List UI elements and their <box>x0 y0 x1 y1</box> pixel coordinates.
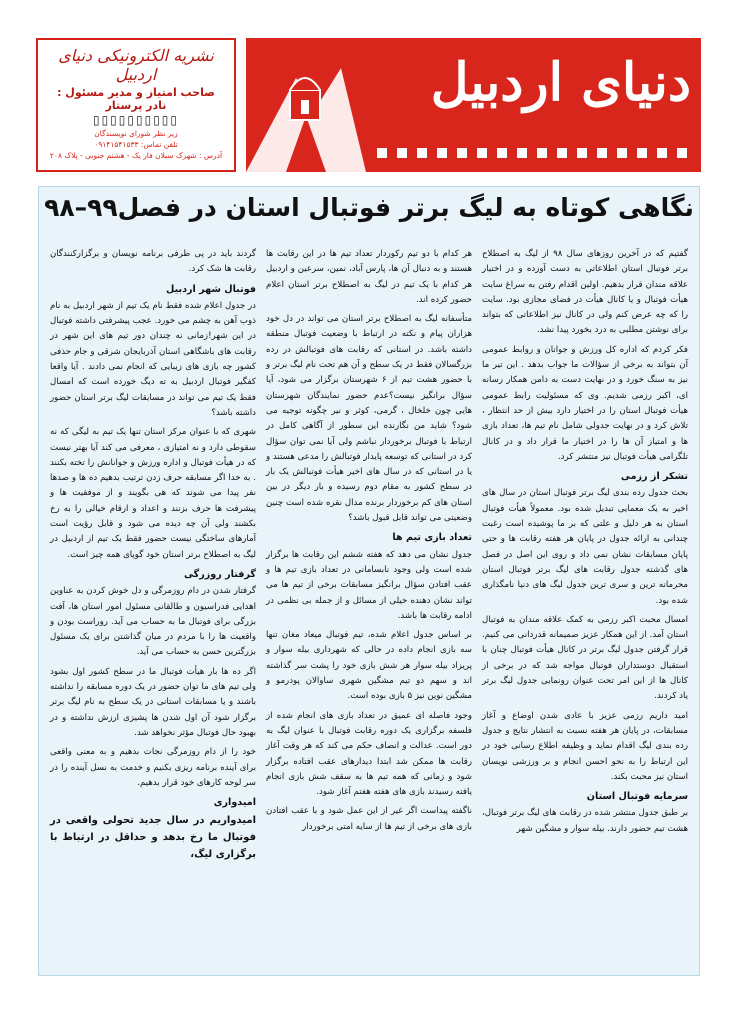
section-heading: تشکر از رزمی <box>620 471 688 483</box>
paragraph: بر طبق جدول منتشر شده در رقابت های لیگ برتر فوتبال، هشت تیم حضور دارند. بیله سوار و مشگین شهر <box>482 808 688 834</box>
paragraph: فکر کردم که اداره کل ورزش و جوانان و روابط عمومی آن بتواند به برخی از سؤالات ما جواب بدهد . این تیر ما نیز به سنگ خورد و در نهایت دست به دامن همکار رسانه ای، اکبر رزمی شدیم. وی که مسئولیت رابط عمومی هیأت فوتبال استان را در اختیار دارد بیش از حد انتظار ، تلاش کرد و در نهایت جدولی شامل نام تیم ها، تعداد بازی ها و امتیاز آن ها را در اختیار ما قرار داد و در کانال تلگرامی هیأت فوتبال نیز منتشر کرد. <box>482 344 688 462</box>
paragraph: امید داریم رزمی عزیز با عادی شدن اوضاع و آغاز مسابقات، در پایان هر هفته نسبت به انتشار نتایج و جدول رده بندی لیگ اقدام نماید و وظیفه اطلاع رسانی خود در این ارتباط را به نحو احسن انجام و بر ورزشی نویسان استان نیز محبت بکند. <box>482 710 688 782</box>
council-text: زیر نظر شورای نویسندگان <box>94 129 178 138</box>
section-heading: امیدواری <box>213 797 256 809</box>
article-column-right <box>477 247 693 967</box>
article-headline: نگاهی کوتاه به لیگ برتر فوتبال استان در فصل۹۹–۹۸ <box>44 193 694 222</box>
paragraph: امسال محبت اکبر رزمی به کمک علاقه مندان به فوتبال استان آمد. از این همکار عزیز صمیمانه قدردانی می کنیم. قرار گرفتن جدول لیگ برتر در کانال هیأت فوتبال چنان با استقبال دوستداران فوتبال مواجه شد که در برخی از کانال ها از این امر تحت عنوان رونمایی جدول لیگ برتر یاد کردند. <box>482 614 688 702</box>
paragraph: گرفتار شدن در دام روزمرگی و دل خوش کردن به عناوین اهدایی فدراسیون و طالقانی مسئول امور استان ها، آفت بزرگی برای فوتبال ما به حساب می آید. روراست بودن و واقعیت ها را با مردم در میان گذاشتن برای یک مسئول بزرگترین حسن به حساب می آید. <box>50 586 256 658</box>
owner-label: صاحب امتیاز و مدیر مسئول : <box>57 86 215 99</box>
article-panel <box>38 186 700 976</box>
paragraph: امیدواریم در سال جدید تحولی واقعی در فوتبال ما رخ بدهد و حداقل در ارتباط با برگزاری لیگ، <box>50 815 256 861</box>
placeholder-boxes: ▯▯▯▯▯▯▯▯▯▯ <box>92 113 180 127</box>
article-column-middle <box>261 247 477 967</box>
paragraph: متأسفانه لیگ به اصطلاح برتر استان می تواند در دل خود هزاران پیام و نکته در ارتباط با وضعیت فوتبال منطقه داشته باشد. در استانی که رقابت های فوتبالش در رده بزرگسالان فقط در یک سطح و آن هم تحت نام لیگ برتر و با حضور هشت تیم از ۶ شهرستان برگزار می شود، آیا سؤال برانگیز نیست؟عدم حضور نمایندگان شهرستان هایی چون خلخال ، گرمی، کوثر و نیر چگونه توجیه می شود؟ شاید من نگارنده این سطور از آگاهی کامل در ارتباط با فوتبال برخوردار نباشم ولی آیا نمی توان سؤال کرد در استانی که توسعه پایدار فوتبالش را مدعی هستند و یا در استانی که در سال های اخیر هیأت فوتبالش یک بار در سطح کشور به مقام دوم رسیده و بار دیگر در بین استان های کم برخوردار برنده مدال نقره شده است چنین وضعیتی می تواند قابل قبول باشد؟ <box>266 314 472 524</box>
paragraph: گفتیم که در آخرین روزهای سال ۹۸ از لیگ به اصطلاح برتر فوتبال استان اطلاعاتی به دست آورده و در اختیار علاقه مندان قرار بدهیم. اولین اقدام رفتن به سراغ سایت هیأت فوتبال و یا کانال هیأت در فضای مجازی بود. سایت را که چه عرض کنم ولی در کانال نیز اطلاعاتی که بتواند برای نوشتن مطلبی به درد بخورد پیدا نشد. <box>482 249 688 336</box>
address-text: آدرس : شهرک سبلان فاز یک - هشتم جنوبی - پلاک ۲۰۸ <box>49 151 223 160</box>
paragraph: جدول نشان می دهد که هفته ششم این رقابت ها برگزار شده است ولی وجود نابسامانی در تعداد بازی تیم ها و عقب افتادن سؤال برانگیز مسابقات برخی از تیم ها می تواند نشان دهنده خیلی از مسائل و از جمله بی نظمی در ادامه رقابت ها باشد. <box>266 549 472 621</box>
paragraph: شهری که با عنوان مرکز استان تنها یک تیم به لیگی که نه سقوطی دارد و نه امتیازی ، معرفی می کند آیا بهتر نیست که در هیأت فوتبال و اداره ورزش و جوانانش را تخته بکنند . به خدا اگر مسابقه حرف زدن ترتیب بدهیم ده ها و صدها نفر پیدا می شوند که هی بگویند و از موفقیت ها و پیشرفت ها حرف بزنند و اعداد و ارقام خیالی را به رخ بکشند ولی آن چه دیده می شود و قابل رؤیت است آمارهای ساختگی نیست حضور فقط یک تیم از اردبیل در لیگ به اصطلاح برتر استان خود گویای همه چیز است. <box>50 427 256 560</box>
paragraph: اگر ده ها بار هیأت فوتبال ما در سطح کشور اول بشود ولی تیم های ما توان حضور در یک دوره مسابقه را نداشته باشند و یا مسابقات استانی در یک سطح به نام لیگ برتر برگزار شود آن اول شدن ها پشیزی ارزش نداشته و در بهبود حال فوتبال مؤثر نخواهد شد. <box>50 666 256 738</box>
title-banner <box>246 38 701 172</box>
paragraph: گردند باید در پی طرفی برنامه نویسان و برگزارکنندگان رقابت ها شک کرد. <box>50 249 256 275</box>
paragraph: خود را از دام روزمرگی نجات بدهیم و به معنی واقعی برای آینده برنامه ریزی بکنیم و خدمت به نسل آینده را در سر لوحه کارهای خود قرار بدهیم. <box>50 747 256 788</box>
section-heading: سرمایه فوتبال استان <box>586 791 688 803</box>
paragraph: بر اساس جدول اعلام شده، تیم فوتبال میعاد مغان تنها سه بازی انجام داده در حالی که شهرداری بیله سوار و پریزاد بیله سوار هر شش بازی خود را پشت سر گذاشته اند و سهم دو تیم مشگین شهری ساوالان پودرمو و مشگین نوین نیز ۵ بازی بوده است. <box>266 630 472 702</box>
publication-name: نشریه الکترونیکی دنیای اردبیل <box>58 46 214 84</box>
owner-name: نادر پرستار <box>105 99 167 112</box>
article-column-left <box>45 247 261 967</box>
masthead-title: دنیای اردبیل <box>430 52 691 113</box>
section-heading: گرفتار روزرگی <box>183 568 256 580</box>
section-heading: تعداد بازی تیم ها <box>392 532 472 544</box>
paragraph: وجود فاصله ای عمیق در تعداد بازی های انجام شده از فلسفه برگزاری یک دوره رقابت فوتبال با عنوان لیگ به دور است. عدالت و انصاف حکم می کند که هر وقت آغاز رقابت ها ممکن شد ابتدا دیدارهای عقب افتاده برگزار شود و زمانی که همه تیم ها به سقف شش بازی انجام یافته رسیدند بازی های هفته هفتم آغاز شود. <box>266 710 472 798</box>
section-heading: فوتبال شهر اردبیل <box>166 283 256 295</box>
paragraph: بحث جدول رده بندی لیگ برتر فوتبال استان در سال های اخیر به یک معمایی تبدیل شده بود. معمولاً هیأت فوتبال استان به هر دلیل و علتی که بر ما پوشیده است رغبت چندانی به ارائه جدول در پایان هر هفته رقابت ها و حتی پایان مسابقات نشان نمی داد و روی این اصل در فصل های گذشته جدول رقابت های لیگ برتر فوتبال استان محرمانه ترین و سری ترین جدول لیگ های دنیا نامگذاری شده بود. <box>482 488 688 606</box>
mountain-logo-icon <box>246 38 366 172</box>
masthead <box>36 38 701 176</box>
publication-info-box <box>36 38 236 172</box>
paragraph: در جدول اعلام شده فقط نام یک تیم از شهر اردبیل به نام ذوب آهن به چشم می خورد. عجب پیشرفتی داشته فوتبال در این شهر!زمانی نه چندان دور تیم های این شهر در رقابت های باشگاهی استان آذربایجان شرقی و جام حذفی کشور چه بازی های زیبایی که انجام نمی دادند . آیا واقعا کفگیر فوتبال اردبیل به ته دیگ خورده است که امسال فقط یک تیم می تواند در مسابقات لیگ برتر استان حضور داشته باشد؟ <box>50 300 256 418</box>
article-columns <box>45 247 693 967</box>
paragraph: ناگفته پیداست اگر غیر از این عمل شود و با عقب افتادن بازی های برخی از تیم ها از سایه امتی برخوردار <box>266 806 472 832</box>
paragraph: هر کدام با دو تیم رکوردار تعداد تیم ها در این رقابت ها هستند و به دنبال آن ها، پارس آباد، نمین، سرعین و اردبیل هر کدام با یک تیم در لیگ به اصطلاح برتر استان اعلام حضور کرده اند. <box>266 249 472 305</box>
sports-figures-strip-icon <box>377 146 687 160</box>
phone-text: تلفن تماس: ۰۹۱۴۱۵۴۱۵۳۳ <box>94 140 178 149</box>
